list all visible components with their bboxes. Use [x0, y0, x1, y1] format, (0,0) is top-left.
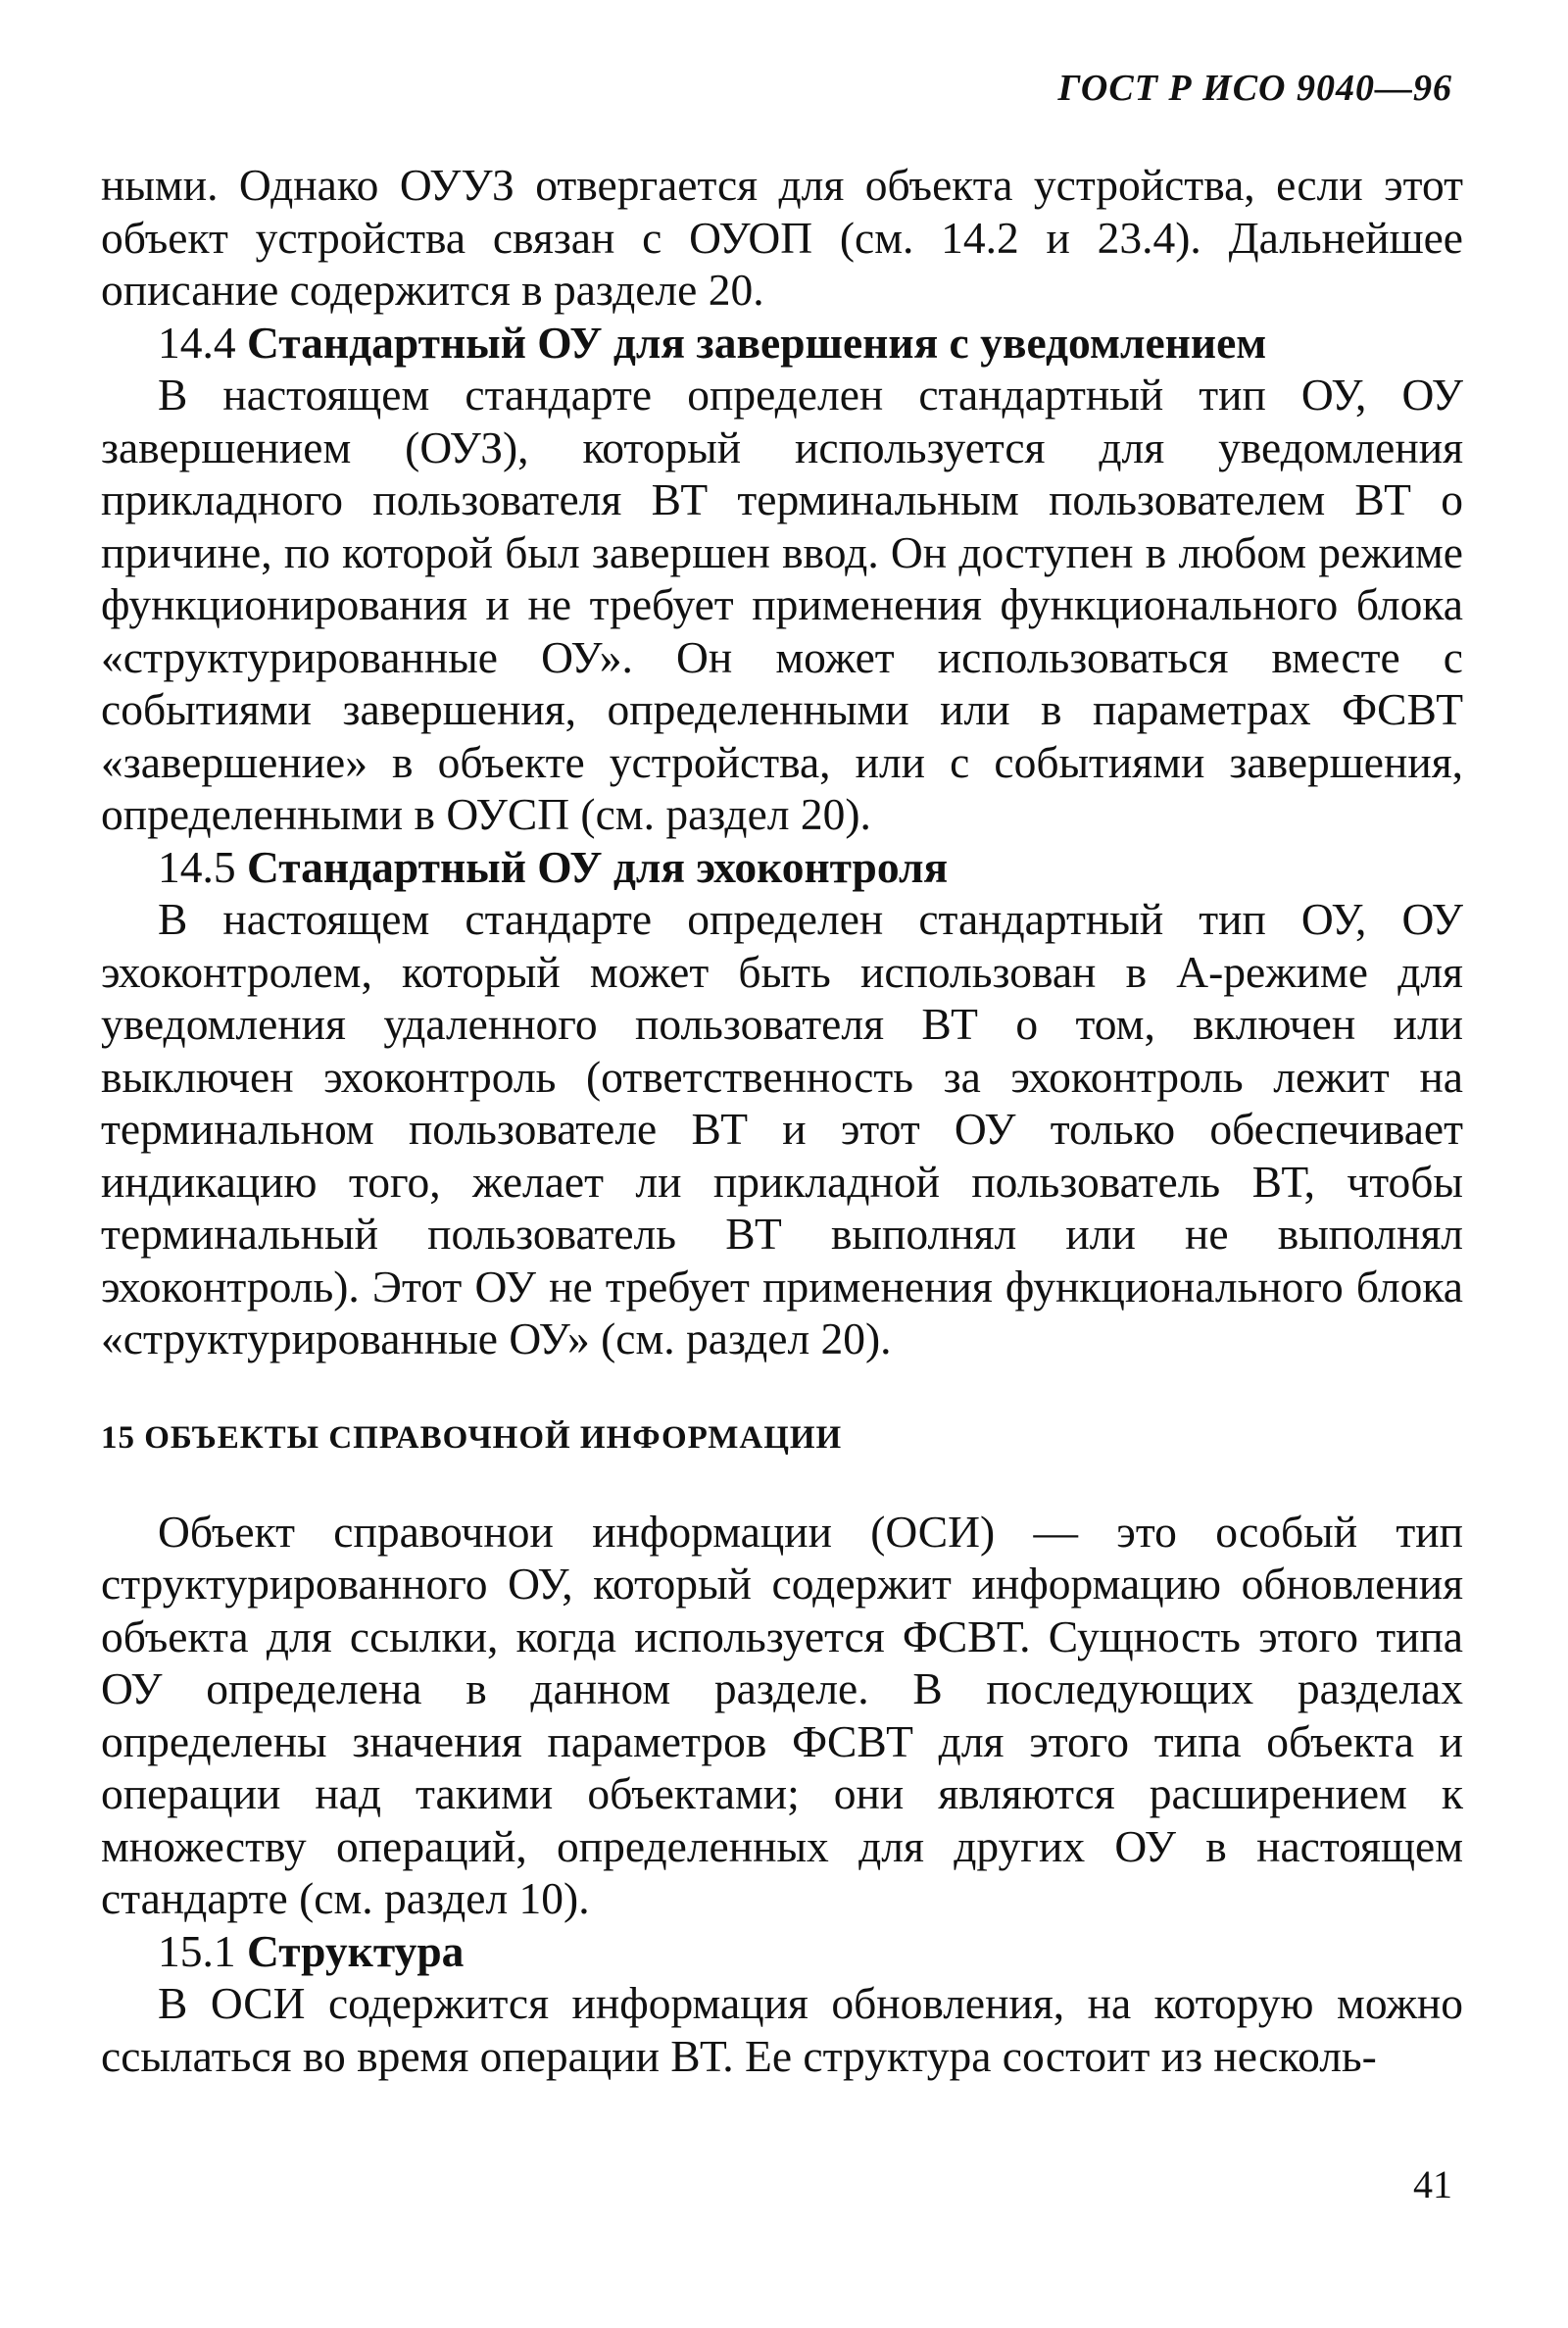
subsection-number: 14.4 — [158, 317, 236, 368]
page-body — [101, 159, 1463, 2082]
subsection-number: 15.1 — [158, 1925, 236, 1976]
continued-paragraph: ными. Однако ОУУЗ отвергается для объекта устройства, если этот объект устройства связан с ОУОП (см. 14.2 и 23.4). Дальнейшее описание содержится в разделе 20. — [101, 160, 1463, 315]
subsection-heading-15-1 — [101, 1925, 1463, 1978]
subsection-heading-14-5 — [101, 841, 1463, 894]
paragraph-15-1: В ОСИ содержится информация обновления, на которую можно ссылаться во время операции ВТ. Ее структура состоит из несколь- — [101, 1978, 1463, 2081]
running-header: ГОСТ Р ИСО 9040—96 — [1057, 68, 1452, 109]
subsection-title: Структура — [247, 1925, 465, 1976]
subsection-title: Стандартный ОУ для завершения с уведомлением — [247, 317, 1267, 368]
paragraph-14-5: В настоящем стандарте определен стандартный тип ОУ, ОУ эхоконтролем, который может быть использован в А-режиме для уведомления удаленного пользователя ВТ о том, включен или выключен эхоконтроль (ответственность за эхоконтроль лежит на терминальном пользователе ВТ и этот ОУ только обеспечивает индикацию того, желает ли прикладной пользователь ВТ, чтобы терминальный пользователь ВТ выполнял или не выполнял эхоконтроль). Этот ОУ не требует применения функционального блока «структурированные ОУ» (см. раздел 20). — [101, 894, 1463, 1363]
subsection-number: 14.5 — [158, 841, 236, 892]
paragraph-15: Объект справочнои информации (ОСИ) — это особый тип структурированного ОУ, который содержит информацию обновления объекта для ссылки, когда используется ФСВТ. Сущность этого типа ОУ определена в данном разделе. В последующих разделах определены значения параметров ФСВТ для этого типа объекта и операции над такими объектами; они являются расширением к множеству операций, определенных для других ОУ в настоящем стандарте (см. раздел 10). — [101, 1506, 1463, 1923]
subsection-title: Стандартный ОУ для эхоконтроля — [247, 841, 949, 892]
section-heading-15: 15 ОБЪЕКТЫ СПРАВОЧНОЙ ИНФОРМАЦИИ — [101, 1419, 843, 1456]
paragraph-14-4: В настоящем стандарте определен стандартный тип ОУ, ОУ завершением (ОУЗ), который используется для уведомления прикладного пользователя ВТ терминальным пользователем ВТ о причине, по которой был завершен ввод. Он доступен в любом режиме функционирования и не требует применения функционального блока «структурированные ОУ». Он может использоваться вместе с событиями завершения, определенными или в параметрах ФСВТ «завершение» в объекте устройства, или с событиями завершения, определенными в ОУСП (см. раздел 20). — [101, 370, 1463, 839]
page-number: 41 — [1413, 2162, 1452, 2206]
subsection-heading-14-4 — [101, 317, 1463, 370]
